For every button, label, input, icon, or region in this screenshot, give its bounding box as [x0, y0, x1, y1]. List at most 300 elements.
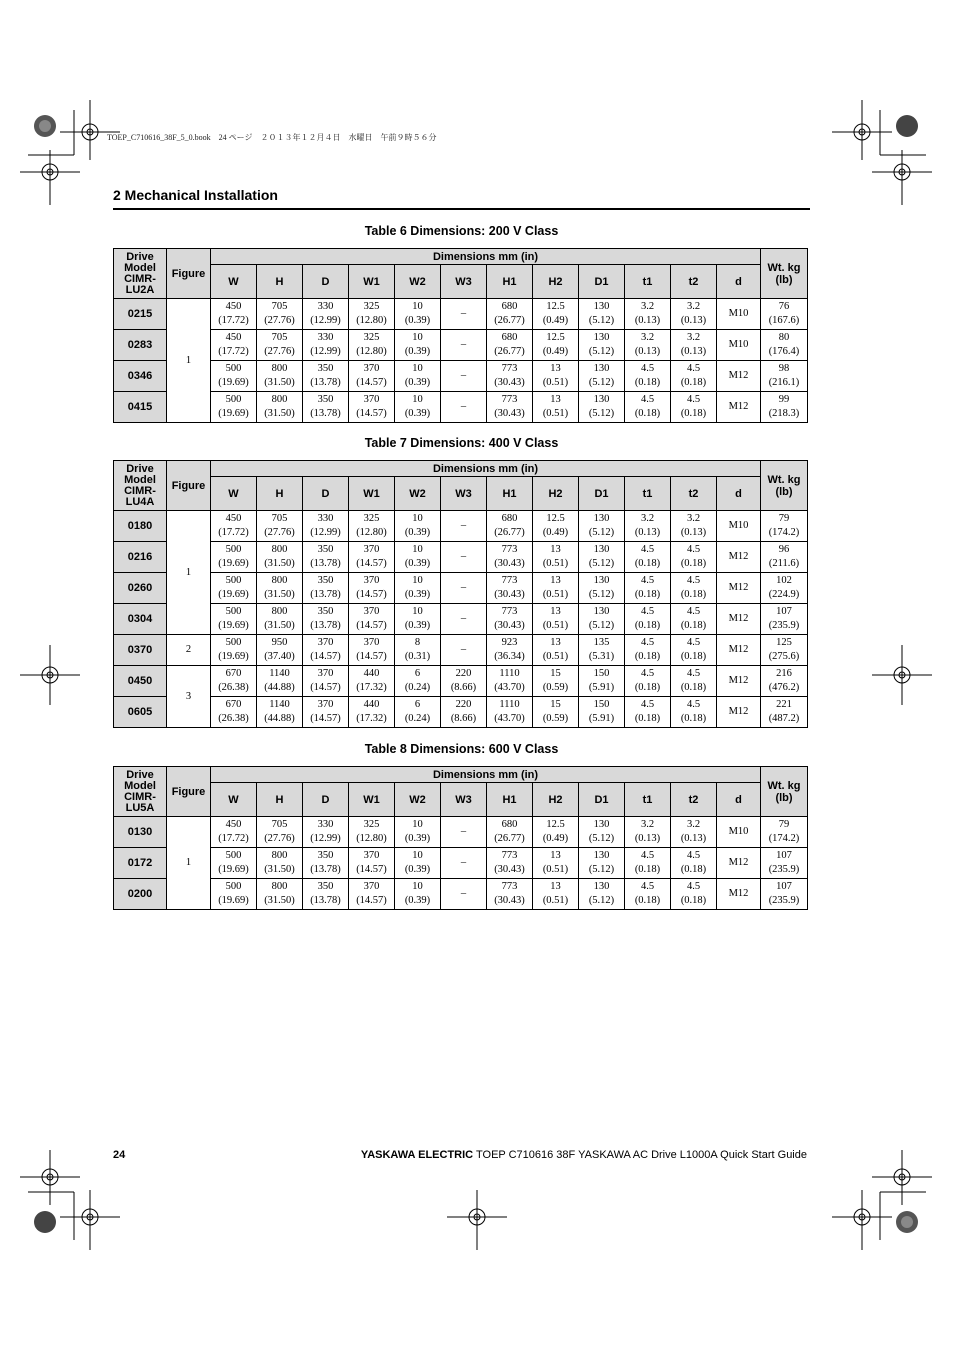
value-mm: 800	[271, 850, 288, 861]
dimension-cell	[395, 697, 441, 728]
value-in: (5.12)	[588, 620, 615, 631]
value-in: (30.43)	[494, 895, 525, 906]
dimensions-table	[113, 766, 808, 910]
value-mm: 130	[593, 606, 610, 617]
header-model-line: Model	[124, 779, 156, 792]
header-weight	[761, 249, 808, 299]
value-mm: M10	[728, 339, 749, 350]
value-mm: 4.5	[640, 637, 655, 648]
value-mm: 773	[501, 606, 518, 617]
dimension-cell	[579, 573, 625, 604]
figure-number: 1	[167, 299, 211, 423]
value-mm: 350	[317, 394, 334, 405]
dimension-cell	[533, 573, 579, 604]
header-col: W1	[349, 477, 395, 511]
dimension-cell	[211, 697, 257, 728]
value-mm: 350	[317, 606, 334, 617]
dimension-cell	[395, 299, 441, 330]
dimension-cell	[761, 697, 808, 728]
value-mm: 670	[225, 699, 242, 710]
dimension-cell	[395, 392, 441, 423]
model-number: 0260	[114, 573, 167, 604]
value-in: (14.57)	[356, 864, 387, 875]
section-title: 2 Mechanical Installation	[113, 187, 278, 203]
value-in: (0.49)	[542, 346, 569, 357]
value-in: (0.39)	[404, 864, 431, 875]
value-mm: 12.5	[546, 513, 565, 524]
value-mm: 4.5	[686, 850, 701, 861]
header-weight-line: (lb)	[775, 485, 793, 498]
value-in: (216.1)	[768, 377, 800, 388]
value-mm: M12	[728, 401, 749, 412]
dimension-cell	[579, 817, 625, 848]
dimension-cell	[717, 817, 761, 848]
dimension-cell	[487, 817, 533, 848]
value-in: (19.69)	[218, 558, 249, 569]
value-mm: 500	[225, 363, 242, 374]
dimension-cell	[257, 697, 303, 728]
value-in: (14.57)	[356, 408, 387, 419]
header-col: H2	[533, 783, 579, 817]
dimension-cell	[211, 299, 257, 330]
value-mm: 99	[778, 394, 790, 405]
header-col: D	[303, 783, 349, 817]
value-mm: M10	[728, 308, 749, 319]
table-row	[114, 604, 808, 635]
dimension-cell	[303, 573, 349, 604]
value-in: (30.43)	[494, 620, 525, 631]
dimension-cell	[533, 542, 579, 573]
dimension-cell	[257, 392, 303, 423]
value-mm: 4.5	[640, 394, 655, 405]
value-in: (176.4)	[768, 346, 800, 357]
dimension-cell	[349, 697, 395, 728]
value-mm: 130	[593, 881, 610, 892]
dimension-cell	[395, 635, 441, 666]
value-mm: 3.2	[640, 332, 655, 343]
value-in: (13.78)	[310, 377, 341, 388]
value-in: (5.12)	[588, 864, 615, 875]
value-mm: 6	[414, 699, 421, 710]
dimension-cell	[441, 511, 487, 542]
dimension-cell	[625, 299, 671, 330]
value-mm: 950	[271, 637, 288, 648]
dimension-cell	[579, 666, 625, 697]
dimension-cell	[671, 511, 717, 542]
value-mm: –	[460, 339, 467, 350]
value-in: (0.18)	[680, 713, 707, 724]
dimension-cell	[761, 573, 808, 604]
value-in: (13.78)	[310, 895, 341, 906]
value-mm: 370	[363, 881, 380, 892]
value-in: (30.43)	[494, 864, 525, 875]
value-in: (27.76)	[264, 527, 295, 538]
value-in: (5.12)	[588, 408, 615, 419]
value-in: (17.72)	[218, 527, 249, 538]
header-weight	[761, 767, 808, 817]
value-in: (13.78)	[310, 408, 341, 419]
value-in: (14.57)	[356, 651, 387, 662]
value-in: (0.18)	[634, 377, 661, 388]
value-mm: 3.2	[640, 819, 655, 830]
value-in: (5.12)	[588, 315, 615, 326]
figure-number: 3	[167, 666, 211, 728]
header-model-suffix: LU2A	[125, 283, 155, 296]
dimension-cell	[533, 666, 579, 697]
dimension-cell	[761, 542, 808, 573]
value-mm: 10	[412, 819, 423, 830]
value-in: (30.43)	[494, 408, 525, 419]
dimension-cell	[717, 635, 761, 666]
dimension-cell	[761, 604, 808, 635]
value-in: (0.18)	[634, 895, 661, 906]
dimension-cell	[579, 635, 625, 666]
dimension-cell	[441, 879, 487, 910]
header-col: d	[717, 265, 761, 299]
dimension-cell	[257, 848, 303, 879]
dimension-cell	[441, 666, 487, 697]
value-in: (5.91)	[588, 682, 615, 693]
dimension-cell	[211, 511, 257, 542]
value-mm: 10	[412, 394, 423, 405]
value-in: (0.59)	[542, 682, 569, 693]
dimension-cell	[487, 573, 533, 604]
dimension-cell	[717, 299, 761, 330]
dimension-cell	[303, 879, 349, 910]
value-mm: M10	[728, 826, 749, 837]
value-mm: M12	[728, 551, 749, 562]
value-in: (27.76)	[264, 346, 295, 357]
value-mm: 680	[501, 301, 518, 312]
table-row	[114, 697, 808, 728]
value-in: (0.39)	[404, 620, 431, 631]
value-mm: 8	[414, 637, 421, 648]
value-mm: 773	[501, 394, 518, 405]
header-col: W1	[349, 783, 395, 817]
value-in: (44.88)	[264, 713, 295, 724]
value-in: (0.18)	[680, 864, 707, 875]
value-mm: 4.5	[686, 668, 701, 679]
dimension-cell	[533, 361, 579, 392]
value-mm: 705	[271, 332, 288, 343]
value-mm: 10	[412, 363, 423, 374]
value-mm: M12	[728, 857, 749, 868]
value-mm: 330	[317, 819, 334, 830]
dimension-cell	[349, 666, 395, 697]
dimension-cell	[257, 511, 303, 542]
header-col: H1	[487, 477, 533, 511]
model-number: 0215	[114, 299, 167, 330]
value-mm: 800	[271, 575, 288, 586]
value-mm: 98	[778, 363, 790, 374]
value-mm: 107	[776, 881, 792, 892]
value-mm: 350	[317, 544, 334, 555]
header-model-suffix: LU5A	[125, 801, 155, 814]
value-mm: –	[460, 370, 467, 381]
value-mm: 125	[776, 637, 792, 648]
value-mm: 773	[501, 850, 518, 861]
value-mm: 680	[501, 513, 518, 524]
value-mm: 12.5	[546, 819, 565, 830]
value-mm: 130	[593, 819, 610, 830]
dimension-cell	[579, 330, 625, 361]
value-in: (0.51)	[542, 558, 569, 569]
value-mm: 4.5	[686, 881, 701, 892]
value-mm: –	[460, 644, 467, 655]
dimension-cell	[717, 392, 761, 423]
print-header: TOEP_C710616_38F_5_0.book 24 ページ ２０１３年１２月４日 水曜日 午前９時５６分	[107, 133, 437, 142]
value-mm: 130	[593, 544, 610, 555]
value-in: (8.66)	[450, 713, 477, 724]
value-in: (0.18)	[680, 408, 707, 419]
value-mm: 370	[363, 544, 380, 555]
dimension-cell	[625, 697, 671, 728]
header-figure: Figure	[167, 767, 211, 817]
value-in: (5.12)	[588, 346, 615, 357]
header-col: D1	[579, 477, 625, 511]
value-in: (174.2)	[768, 527, 800, 538]
value-in: (14.57)	[310, 651, 341, 662]
header-col: H1	[487, 265, 533, 299]
value-in: (174.2)	[768, 833, 800, 844]
dimension-cell	[579, 361, 625, 392]
dimension-cell	[211, 817, 257, 848]
value-mm: 4.5	[640, 575, 655, 586]
dimension-cell	[441, 299, 487, 330]
value-in: (0.18)	[680, 377, 707, 388]
value-in: (12.99)	[310, 833, 341, 844]
value-in: (26.77)	[494, 833, 525, 844]
value-in: (0.18)	[634, 713, 661, 724]
value-in: (17.72)	[218, 315, 249, 326]
value-mm: 350	[317, 850, 334, 861]
dimension-cell	[717, 697, 761, 728]
header-col: d	[717, 783, 761, 817]
model-number: 0172	[114, 848, 167, 879]
header-col: H	[257, 783, 303, 817]
value-mm: 4.5	[686, 637, 701, 648]
dimension-cell	[395, 330, 441, 361]
header-col: W1	[349, 265, 395, 299]
header-dimensions: Dimensions mm (in)	[211, 249, 761, 265]
header-weight	[761, 461, 808, 511]
value-mm: 800	[271, 544, 288, 555]
header-drive-model	[114, 249, 167, 299]
value-mm: 3.2	[640, 301, 655, 312]
value-mm: 1140	[269, 668, 290, 679]
value-mm: 4.5	[686, 606, 701, 617]
value-mm: –	[460, 520, 467, 531]
dimension-cell	[441, 361, 487, 392]
dimension-cell	[625, 635, 671, 666]
value-in: (31.50)	[264, 620, 295, 631]
value-in: (0.24)	[404, 713, 431, 724]
value-in: (0.51)	[542, 895, 569, 906]
value-in: (0.31)	[404, 651, 431, 662]
value-in: (476.2)	[768, 682, 800, 693]
header-col: d	[717, 477, 761, 511]
value-in: (0.18)	[680, 620, 707, 631]
value-mm: 10	[412, 544, 423, 555]
table-row	[114, 666, 808, 697]
value-in: (19.69)	[218, 620, 249, 631]
value-in: (37.40)	[264, 651, 295, 662]
dimension-cell	[211, 392, 257, 423]
dimension-cell	[625, 330, 671, 361]
value-in: (19.69)	[218, 895, 249, 906]
value-in: (12.80)	[356, 315, 387, 326]
value-in: (8.66)	[450, 682, 477, 693]
model-number: 0450	[114, 666, 167, 697]
header-col: H	[257, 265, 303, 299]
model-number: 0346	[114, 361, 167, 392]
header-col: t2	[671, 477, 717, 511]
table-row	[114, 573, 808, 604]
dimension-cell	[625, 511, 671, 542]
dimension-cell	[349, 542, 395, 573]
header-col: D1	[579, 783, 625, 817]
model-number: 0180	[114, 511, 167, 542]
value-mm: 216	[776, 668, 792, 679]
value-in: (0.49)	[542, 315, 569, 326]
value-mm: –	[460, 308, 467, 319]
dimension-cell	[625, 542, 671, 573]
header-drive-model	[114, 767, 167, 817]
value-in: (12.99)	[310, 527, 341, 538]
header-col: W	[211, 477, 257, 511]
value-mm: 450	[225, 332, 242, 343]
value-in: (30.43)	[494, 377, 525, 388]
dimension-cell	[761, 848, 808, 879]
dimension-cell	[487, 299, 533, 330]
value-mm: 4.5	[640, 881, 655, 892]
value-mm: 4.5	[686, 544, 701, 555]
dimension-cell	[303, 542, 349, 573]
value-mm: 96	[778, 544, 790, 555]
dimension-cell	[257, 542, 303, 573]
footer-brand: YASKAWA ELECTRIC	[360, 1149, 474, 1161]
value-in: (17.72)	[218, 833, 249, 844]
model-number: 0200	[114, 879, 167, 910]
dimension-cell	[579, 604, 625, 635]
value-in: (12.80)	[356, 527, 387, 538]
dimension-cell	[395, 511, 441, 542]
header-model-line: CIMR-	[124, 484, 156, 497]
dimension-cell	[761, 817, 808, 848]
value-mm: 500	[225, 637, 242, 648]
dimension-cell	[395, 817, 441, 848]
dimension-cell	[533, 299, 579, 330]
header-drive-model	[114, 461, 167, 511]
value-mm: –	[460, 826, 467, 837]
dimension-cell	[303, 848, 349, 879]
value-mm: 10	[412, 301, 423, 312]
value-in: (14.57)	[310, 713, 341, 724]
dimension-cell	[211, 361, 257, 392]
value-in: (0.49)	[542, 833, 569, 844]
dimension-cell	[671, 604, 717, 635]
value-in: (0.39)	[404, 558, 431, 569]
value-in: (0.18)	[634, 864, 661, 875]
value-mm: 13	[550, 881, 561, 892]
value-in: (26.77)	[494, 346, 525, 357]
dimension-cell	[395, 848, 441, 879]
dimension-cell	[671, 542, 717, 573]
dimension-cell	[761, 511, 808, 542]
value-mm: 330	[317, 332, 334, 343]
dimension-cell	[441, 542, 487, 573]
value-in: (0.13)	[680, 315, 707, 326]
model-number: 0415	[114, 392, 167, 423]
value-in: (19.69)	[218, 864, 249, 875]
value-in: (0.18)	[680, 558, 707, 569]
value-in: (31.50)	[264, 895, 295, 906]
dimension-cell	[579, 697, 625, 728]
value-mm: 4.5	[686, 363, 701, 374]
dimension-cell	[257, 573, 303, 604]
dimension-cell	[579, 848, 625, 879]
value-mm: 10	[412, 513, 423, 524]
value-mm: 680	[501, 819, 518, 830]
dimension-cell	[349, 848, 395, 879]
dimension-cell	[717, 666, 761, 697]
value-mm: 450	[225, 301, 242, 312]
dimension-cell	[761, 879, 808, 910]
value-mm: 4.5	[686, 699, 701, 710]
dimension-cell	[487, 604, 533, 635]
dimensions-table	[113, 460, 808, 728]
dimension-cell	[671, 635, 717, 666]
value-mm: 3.2	[640, 513, 655, 524]
header-col: t2	[671, 783, 717, 817]
value-in: (0.18)	[680, 895, 707, 906]
header-col: D	[303, 477, 349, 511]
dimension-cell	[303, 361, 349, 392]
value-in: (31.50)	[264, 408, 295, 419]
value-mm: 500	[225, 606, 242, 617]
value-mm: 370	[363, 363, 380, 374]
value-in: (218.3)	[768, 408, 800, 419]
value-in: (26.77)	[494, 527, 525, 538]
value-in: (43.70)	[494, 682, 525, 693]
dimension-cell	[257, 635, 303, 666]
value-in: (487.2)	[768, 713, 800, 724]
dimension-cell	[441, 848, 487, 879]
value-in: (0.13)	[634, 833, 661, 844]
dimension-cell	[487, 392, 533, 423]
header-figure: Figure	[167, 461, 211, 511]
value-in: (0.51)	[542, 408, 569, 419]
value-mm: 10	[412, 850, 423, 861]
value-mm: 130	[593, 575, 610, 586]
value-in: (0.51)	[542, 620, 569, 631]
dimension-cell	[671, 879, 717, 910]
value-mm: 150	[593, 668, 610, 679]
value-in: (5.12)	[588, 377, 615, 388]
dimension-cell	[441, 573, 487, 604]
dimension-cell	[349, 635, 395, 666]
value-in: (14.57)	[356, 589, 387, 600]
dimension-cell	[441, 697, 487, 728]
value-mm: 350	[317, 881, 334, 892]
footer-page-number: 24	[113, 1149, 126, 1161]
value-in: (0.39)	[404, 346, 431, 357]
header-weight-line: (lb)	[775, 273, 793, 286]
value-mm: M10	[728, 520, 749, 531]
value-mm: 4.5	[686, 394, 701, 405]
value-in: (13.78)	[310, 558, 341, 569]
value-in: (0.39)	[404, 895, 431, 906]
